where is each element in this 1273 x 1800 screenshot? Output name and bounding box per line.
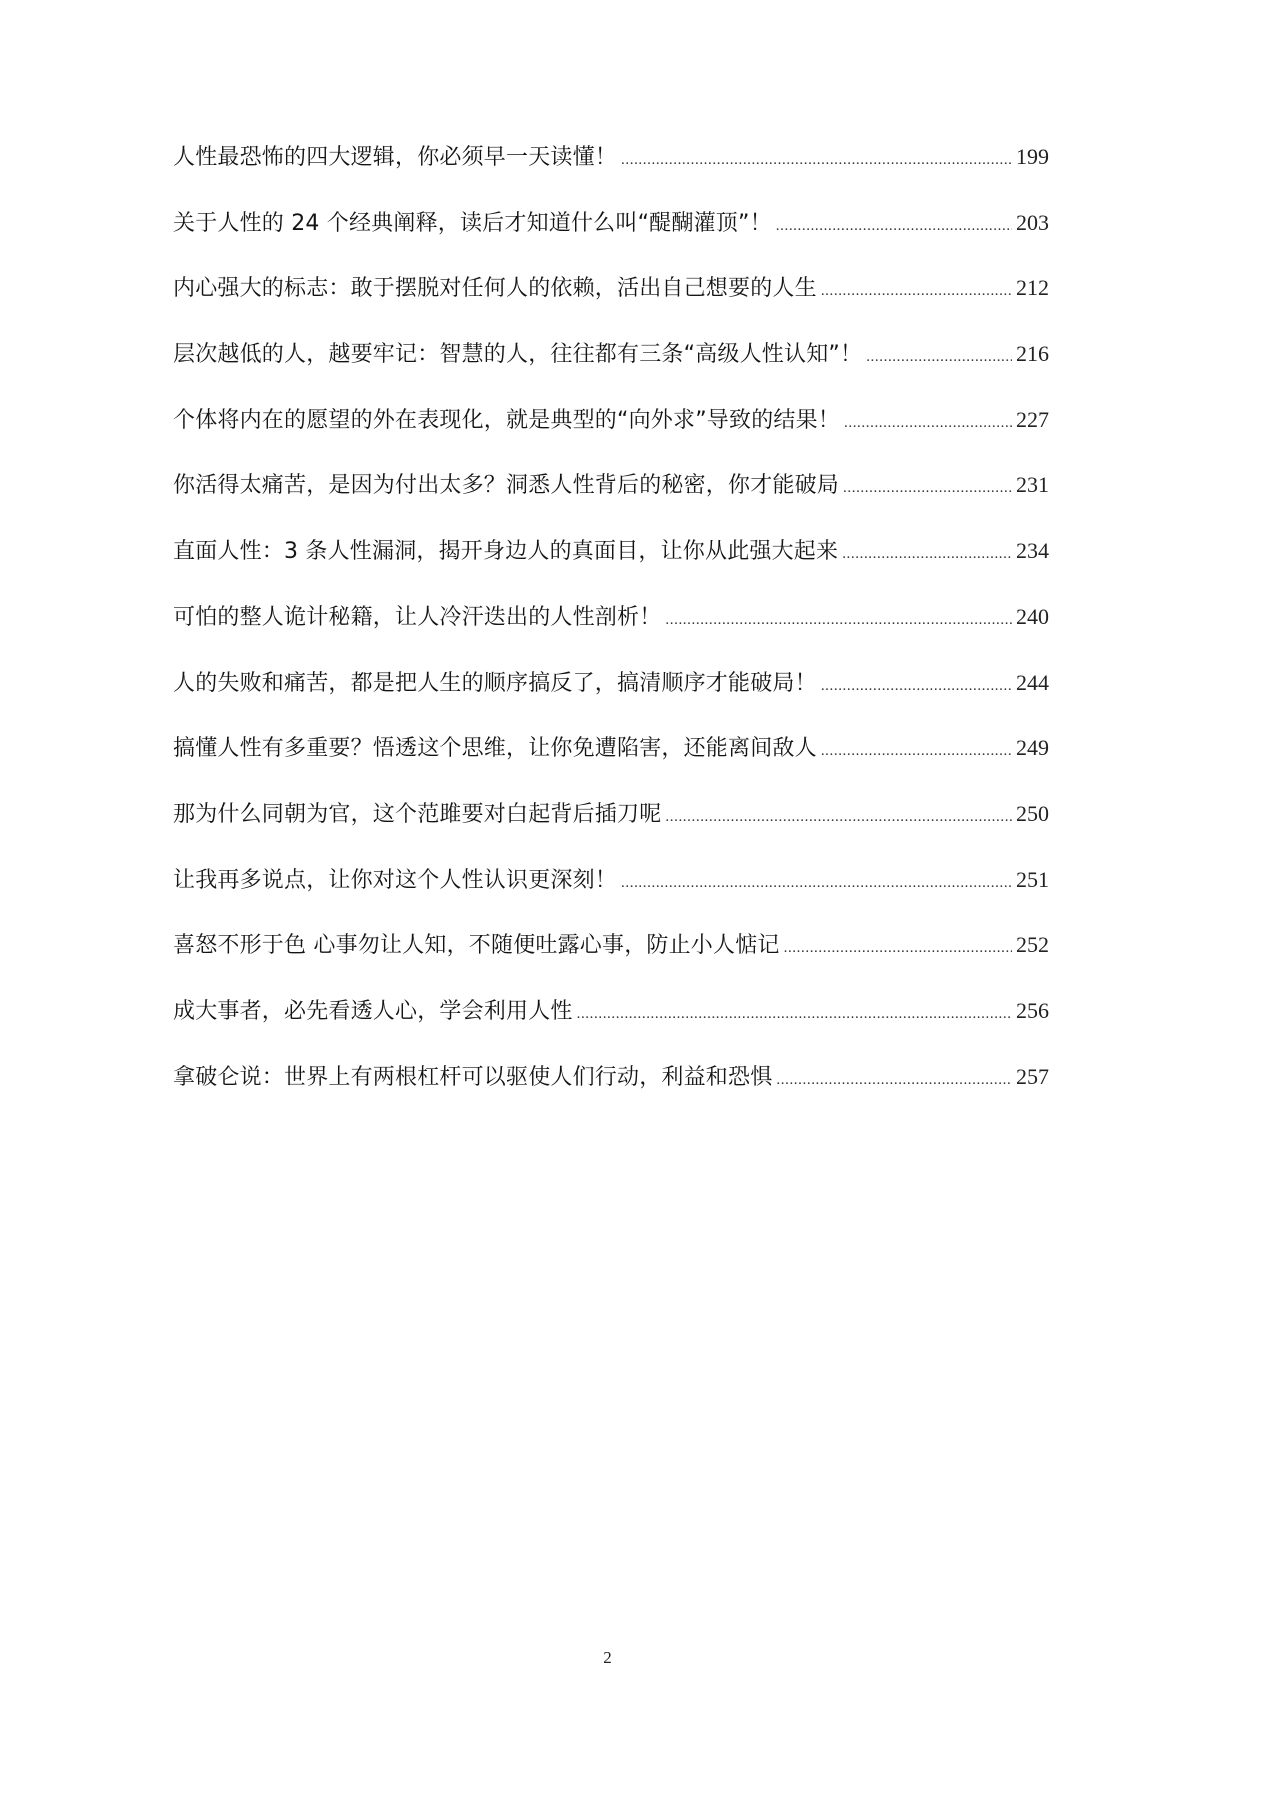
toc-dot-leader bbox=[843, 480, 1012, 497]
toc-entry-page: 227 bbox=[1016, 406, 1049, 432]
toc-entry-title: 人的失败和痛苦，都是把人生的顺序搞反了，搞清顺序才能破局！ bbox=[173, 670, 817, 696]
toc-entry-title: 拿破仑说：世界上有两根杠杆可以驱使人们行动，利益和恐惧 bbox=[173, 1064, 773, 1090]
toc-dot-leader bbox=[821, 678, 1012, 695]
toc-dot-leader bbox=[665, 612, 1012, 629]
toc-dot-leader bbox=[776, 1072, 1012, 1089]
toc-dot-leader bbox=[621, 875, 1012, 892]
toc-entry-page: 212 bbox=[1016, 275, 1049, 301]
toc-dot-leader bbox=[665, 809, 1012, 826]
toc-entry[interactable] bbox=[173, 337, 1049, 403]
toc-entry[interactable] bbox=[173, 1060, 1049, 1126]
toc-entry-title: 成大事者，必先看透人心，学会利用人性 bbox=[173, 998, 573, 1024]
page-number: 2 bbox=[603, 1648, 612, 1667]
toc-entry-page: 231 bbox=[1016, 472, 1049, 498]
toc-entry-title: 关于人性的 24 个经典阐释，读后才知道什么叫“醍醐灌顶”！ bbox=[173, 210, 772, 236]
toc-dot-leader bbox=[821, 743, 1012, 760]
toc-entry-page: 240 bbox=[1016, 603, 1049, 629]
toc-dot-leader bbox=[776, 218, 1012, 235]
toc-entry-title: 你活得太痛苦，是因为付出太多？洞悉人性背后的秘密，你才能破局 bbox=[173, 473, 840, 499]
toc-entry-title: 个体将内在的愿望的外在表现化，就是典型的“向外求”导致的结果！ bbox=[173, 407, 840, 433]
toc-entry[interactable] bbox=[173, 206, 1049, 272]
toc-entry[interactable] bbox=[173, 468, 1049, 534]
toc-entry-page: 234 bbox=[1016, 538, 1049, 564]
toc-entry-page: 203 bbox=[1016, 209, 1049, 235]
toc-entry-title: 搞懂人性有多重要？悟透这个思维，让你免遭陷害，还能离间敌人 bbox=[173, 736, 817, 762]
toc-entry-title: 让我再多说点，让你对这个人性认识更深刻！ bbox=[173, 867, 618, 893]
toc-entry-title: 直面人性：3 条人性漏洞，揭开身边人的真面目，让你从此强大起来 bbox=[173, 539, 839, 565]
toc-dot-leader bbox=[866, 349, 1012, 366]
toc-entry[interactable] bbox=[173, 797, 1049, 863]
toc-entry-page: 256 bbox=[1016, 997, 1049, 1023]
toc-entry[interactable] bbox=[173, 600, 1049, 666]
toc-entry[interactable] bbox=[173, 928, 1049, 994]
toc-entry-page: 252 bbox=[1016, 932, 1049, 958]
toc-entry[interactable] bbox=[173, 403, 1049, 469]
toc-entry[interactable] bbox=[173, 666, 1049, 732]
toc-entry-page: 250 bbox=[1016, 800, 1049, 826]
toc-entry-page: 244 bbox=[1016, 669, 1049, 695]
toc-entry[interactable] bbox=[173, 271, 1049, 337]
toc-entry[interactable] bbox=[173, 534, 1049, 600]
toc-dot-leader bbox=[621, 152, 1012, 169]
toc-dot-leader bbox=[842, 546, 1012, 563]
toc-dot-leader bbox=[821, 283, 1012, 300]
table-of-contents bbox=[173, 140, 1049, 1125]
toc-entry[interactable] bbox=[173, 994, 1049, 1060]
toc-dot-leader bbox=[784, 940, 1012, 957]
toc-entry-page: 251 bbox=[1016, 866, 1049, 892]
toc-entry[interactable] bbox=[173, 863, 1049, 929]
toc-entry-title: 那为什么同朝为官，这个范雎要对白起背后插刀呢 bbox=[173, 801, 662, 827]
toc-entry-page: 216 bbox=[1016, 341, 1049, 367]
toc-dot-leader bbox=[844, 415, 1012, 432]
toc-entry-title: 可怕的整人诡计秘籍，让人冷汗迭出的人性剖析！ bbox=[173, 604, 662, 630]
toc-entry-title: 内心强大的标志：敢于摆脱对任何人的依赖，活出自己想要的人生 bbox=[173, 276, 817, 302]
toc-entry-page: 257 bbox=[1016, 1063, 1049, 1089]
toc-entry-title: 喜怒不形于色 心事勿让人知，不随便吐露心事，防止小人惦记 bbox=[173, 933, 780, 959]
toc-entry[interactable] bbox=[173, 140, 1049, 206]
toc-dot-leader bbox=[577, 1006, 1012, 1023]
toc-entry-title: 人性最恐怖的四大逻辑，你必须早一天读懂！ bbox=[173, 145, 618, 170]
toc-entry-page: 249 bbox=[1016, 735, 1049, 761]
toc-entry-page: 199 bbox=[1016, 144, 1049, 169]
toc-entry[interactable] bbox=[173, 731, 1049, 797]
toc-entry-title: 层次越低的人，越要牢记：智慧的人，往往都有三条“高级人性认知”！ bbox=[173, 342, 863, 368]
